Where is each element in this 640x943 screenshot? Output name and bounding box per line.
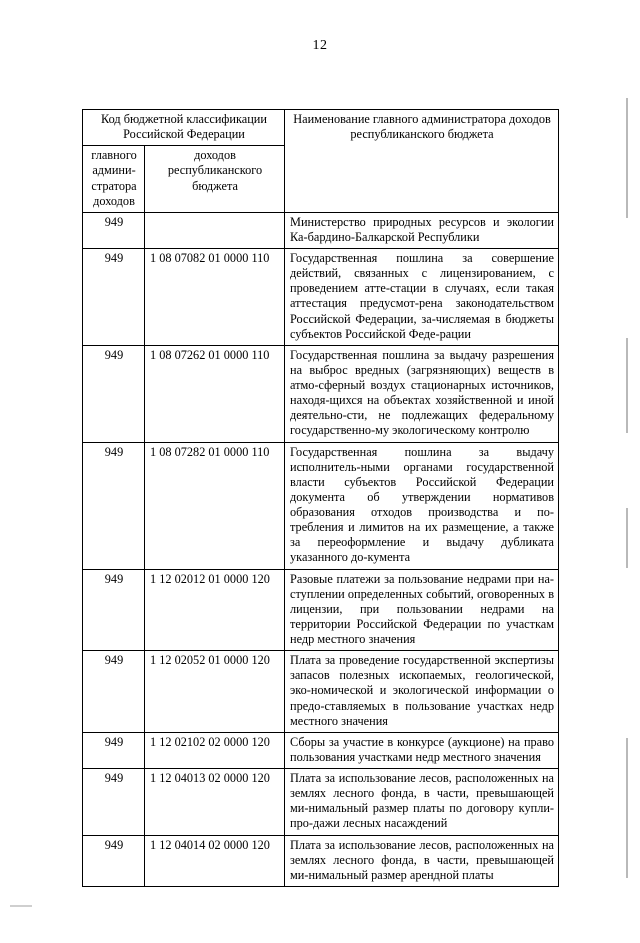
document-page <box>0 38 640 943</box>
cell-administrator-name: Разовые платежи за пользование недрами при на-ступлении определенных событий, оговоренных в лицензии, при пользовании недрами на территории Российской Федерации по участкам недр местного значения <box>285 569 559 651</box>
table-row <box>83 569 559 651</box>
cell-kbk-code: 1 08 07262 01 0000 110 <box>145 345 285 442</box>
table-header-row-1 <box>83 110 559 146</box>
cell-kbk-code: 1 12 02052 01 0000 120 <box>145 651 285 733</box>
cell-administrator-name: Сборы за участие в конкурсе (аукционе) на право пользования участками недр местного значения <box>285 732 559 768</box>
page-number: 12 <box>312 38 328 53</box>
cell-admin-code: 949 <box>83 651 145 733</box>
cell-admin-code: 949 <box>83 249 145 346</box>
cell-administrator-name: Государственная пошлина за выдачу исполнитель-ными органами государственной власти субъектов Российской Федерации документа об утверждении нормативов образования отходов производства и по-требления и лимитов на их размещение, а также за переоформление и выдачу дубликата указанного до-кумента <box>285 442 559 569</box>
cell-kbk-code: 1 12 02012 01 0000 120 <box>145 569 285 651</box>
table-row <box>83 212 559 248</box>
cell-admin-code: 949 <box>83 835 145 886</box>
cell-admin-code: 949 <box>83 345 145 442</box>
table-row <box>83 345 559 442</box>
scan-edge-artifacts <box>626 38 636 943</box>
cell-admin-code: 949 <box>83 212 145 248</box>
table-row <box>83 769 559 836</box>
table-row <box>83 651 559 733</box>
cell-administrator-name: Министерство природных ресурсов и экологии Ка-бардино-Балкарской Республики <box>285 212 559 248</box>
scan-bottom-artifact <box>10 905 32 907</box>
cell-kbk-code: 1 12 04013 02 0000 120 <box>145 769 285 836</box>
cell-kbk-code <box>145 212 285 248</box>
table-row <box>83 249 559 346</box>
cell-kbk-code: 1 12 02102 02 0000 120 <box>145 732 285 768</box>
table-row <box>83 442 559 569</box>
cell-administrator-name: Плата за использование лесов, расположенных на землях лесного фонда, в части, превышающей ми-нимальный размер платы по договору купли-про-дажи лесных насаждений <box>285 769 559 836</box>
table-row <box>83 732 559 768</box>
header-income-code: доходов республиканского бюджета <box>145 146 285 213</box>
cell-administrator-name: Плата за проведение государственной экспертизы запасов полезных ископаемых, геологической, эко-номической и экологической информации о предо-ставляемых в пользование участках недр местного значения <box>285 651 559 733</box>
cell-kbk-code: 1 08 07082 01 0000 110 <box>145 249 285 346</box>
cell-kbk-code: 1 12 04014 02 0000 120 <box>145 835 285 886</box>
header-code-group: Код бюджетной классификации Российской Федерации <box>83 110 285 146</box>
table-row <box>83 835 559 886</box>
cell-admin-code: 949 <box>83 732 145 768</box>
cell-admin-code: 949 <box>83 769 145 836</box>
budget-classification-table <box>82 109 558 887</box>
cell-kbk-code: 1 08 07282 01 0000 110 <box>145 442 285 569</box>
cell-administrator-name: Государственная пошлина за выдачу разрешения на выброс вредных (загрязняющих) веществ в атмо-сферный воздух стационарных источников, находя-щихся на объектах хозяйственной и иной деятельно-сти, не подлежащих федеральному государственно-му экологическому контролю <box>285 345 559 442</box>
cell-admin-code: 949 <box>83 442 145 569</box>
cell-administrator-name: Плата за использование лесов, расположенных на землях лесного фонда, в части, превышающей ми-нимальный размер арендной платы <box>285 835 559 886</box>
cell-administrator-name: Государственная пошлина за совершение действий, связанных с лицензированием, с проведением атте-стации в случаях, если такая аттестация предусмот-рена законодательством Российской Федерации, за-числяемая в бюджеты субъектов Российской Феде-рации <box>285 249 559 346</box>
cell-admin-code: 949 <box>83 569 145 651</box>
header-admin-code: главного админи-стратора доходов <box>83 146 145 213</box>
header-administrator-name: Наименование главного администратора доходов республиканского бюджета <box>285 110 559 213</box>
